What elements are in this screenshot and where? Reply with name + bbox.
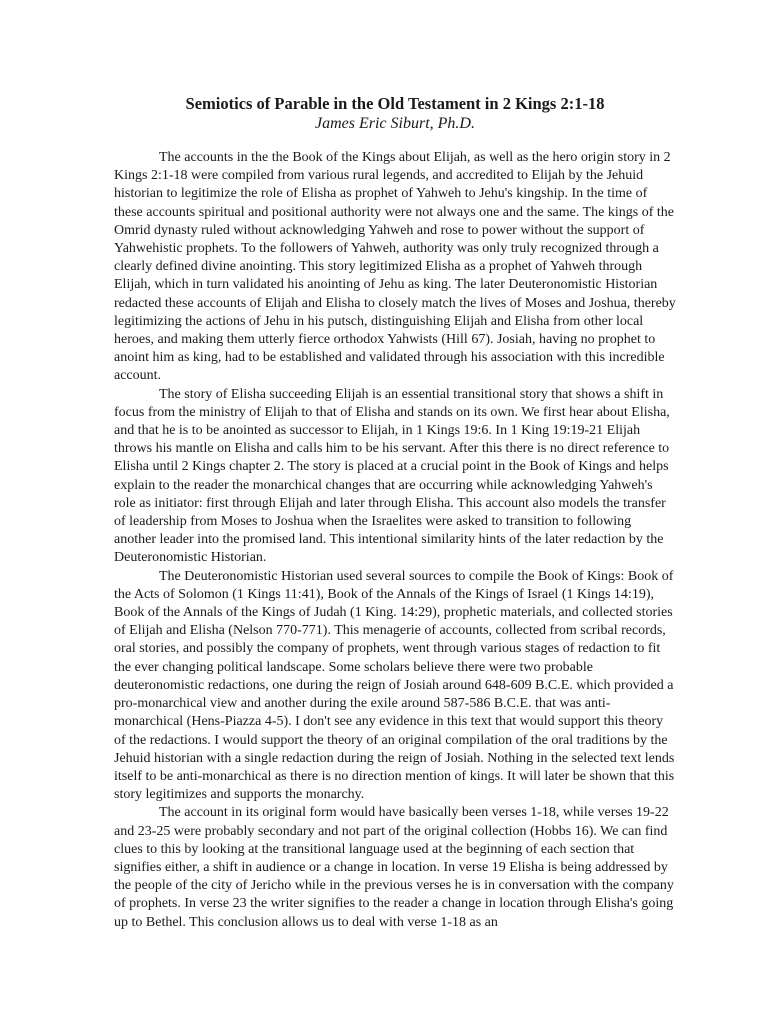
document-title: Semiotics of Parable in the Old Testament in 2 Kings 2:1-18	[185, 94, 605, 113]
paragraph-4: The account in its original form would have basically been verses 1-18, while verses 19-22 and 23-25 were probably secondary and not part of the original collection (Hobbs 16). We can find clues to this by looking at the transitional language used at the beginning of each section that signifies either, a shift in audience or a change in location. In verse 19 Elisha is being addressed by the people of the city of Jericho while in the previous verses he is in conversation with the company of prophets. In verse 23 the writer signifies to the reader a change in location through Elisha's going up to Bethel. This conclusion allows us to deal with verse 1-18 as an	[114, 805, 674, 930]
document-page	[114, 94, 676, 932]
paragraph-2: The story of Elisha succeeding Elijah is an essential transitional story that shows a shift in focus from the ministry of Elijah to that of Elisha and stands on its own. We first hear about Elisha, and that he is to be anointed as successor to Elijah, in 1 Kings 19:6. In 1 King 19:19-21 Elijah throws his mantle on Elisha and calls him to be his servant. After this there is no direct reference to Elisha until 2 Kings chapter 2. The story is placed at a crucial point in the Book of Kings and helps explain to the reader the monarchical changes that are occurring while acknowledging Yahweh's role as initiator: first through Elijah and later through Elisha. This account also models the transfer of leadership from Moses to Joshua when the Israelites were asked to transition to following another leader into the promised land. This intentional similarity hints of the later redaction by the Deuteronomistic Historian.	[114, 386, 670, 566]
document-author: James Eric Siburt, Ph.D.	[315, 115, 475, 132]
paragraph-3: The Deuteronomistic Historian used several sources to compile the Book of Kings: Book of the Acts of Solomon (1 Kings 11:41), Book of the Annals of the Kings of Israel (1 Kings 14:19), Book of the Annals of the Kings of Judah (1 King. 14:29), prophetic materials, and collected stories of Elijah and Elisha (Nelson 770-771). This menagerie of accounts, collected from scribal records, oral stories, and possibly the company of prophets, went through various stages of redaction to fit the ever changing political landscape. Some scholars believe there were two probable deuteronomistic redactions, one during the reign of Josiah around 648-609 B.C.E. which provided a pro-monarchical view and another during the exile around 587-586 B.C.E. that was anti-monarchical (Hens-Piazza 4-5). I don't see any evidence in this text that would support this theory of the redactions. I would support the theory of an original compilation of the oral traditions by the Jehuid historian with a single redaction during the reign of Josiah. Nothing in the selected text lends itself to be anti-monarchical as there is no direction mention of kings. It will later be shown that this story legitimizes and supports the monarchy.	[114, 568, 675, 803]
paragraph-1: The accounts in the the Book of the Kings about Elijah, as well as the hero origin story in 2 Kings 2:1-18 were compiled from various rural legends, and accredited to Elijah by the Jehuid historian to legitimize the role of Elisha as prophet of Yahweh to Jehu's kingship. In the time of these accounts spiritual and positional authority were not always one and the same. The kings of the Omrid dynasty ruled without acknowledging Yahweh and rose to power without the support of Yahwehistic prophets. To the followers of Yahweh, authority was only truly recognized through a clearly defined divine anointing. This story legitimized Elisha as a prophet of Yahweh through Elijah, which in turn validated his anointing of Jehu as king. The later Deuteronomistic Historian redacted these accounts of Elijah and Elisha to closely match the lives of Moses and Joshua, thereby legitimizing the actions of Jehu in his putsch, distinguishing Elijah and Elisha from other local heroes, and making them utterly fierce orthodox Yahwists (Hill 67). Josiah, having no prophet to anoint him as king, had to be established and validated through his association with this incredible account.	[114, 150, 676, 384]
